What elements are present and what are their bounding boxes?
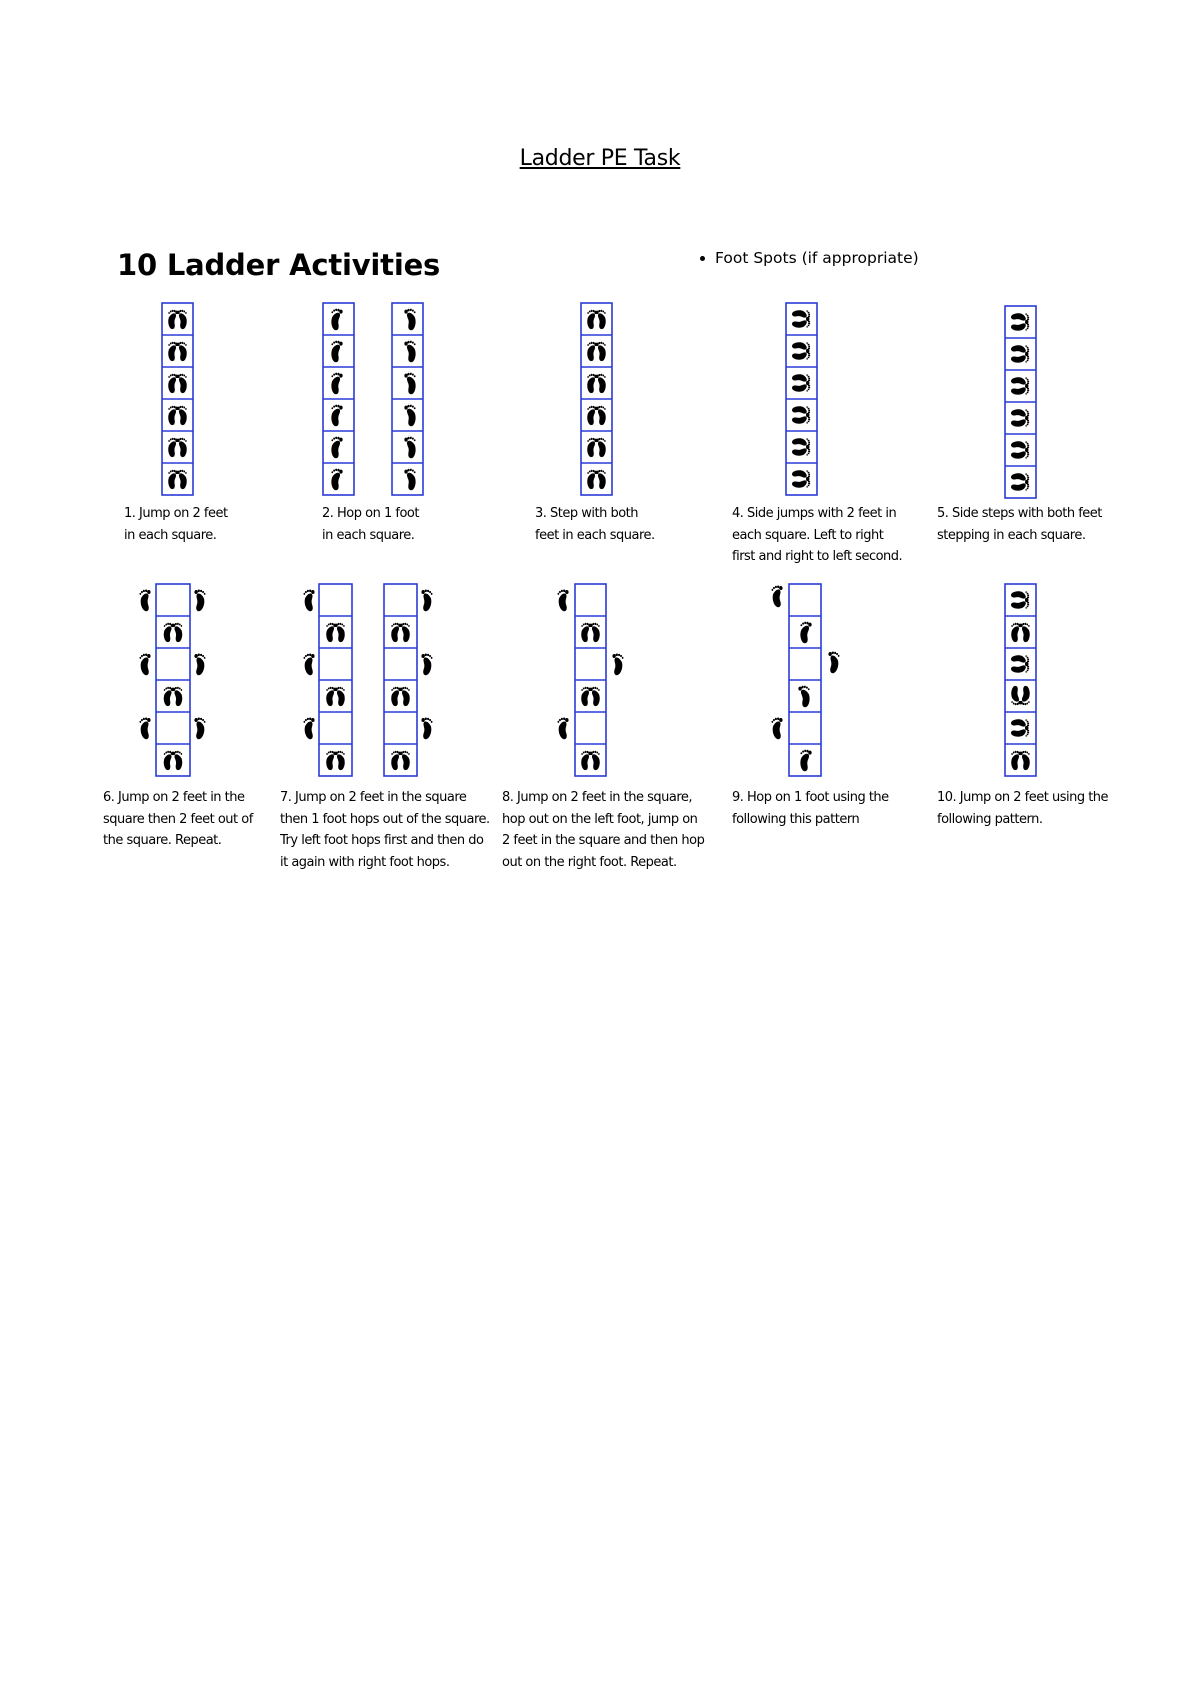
footprints-icon	[1011, 313, 1029, 330]
footprints-icon	[1011, 591, 1029, 608]
footprints-icon	[168, 470, 186, 489]
footprints-icon	[792, 470, 810, 487]
footprints-icon	[168, 406, 186, 425]
caption-line: the square. Repeat.	[103, 833, 222, 848]
footprints-icon	[792, 374, 810, 391]
caption-line: in each square.	[322, 527, 415, 543]
left-foot-icon	[331, 469, 342, 491]
footprints-icon	[391, 751, 409, 770]
activity-caption-3	[535, 503, 655, 546]
footprints-icon	[1011, 655, 1029, 672]
ladder-1	[162, 303, 193, 495]
activity-caption-6	[103, 787, 253, 852]
footprints-icon	[587, 438, 605, 457]
ladder-2b	[392, 303, 423, 495]
caption-line: hop out on the left foot, jump on	[502, 811, 698, 827]
activity-caption-4	[732, 503, 902, 568]
activity-caption-8	[502, 787, 704, 873]
footprints-icon	[1011, 623, 1029, 642]
footprints-icon	[792, 310, 810, 327]
caption-line: square then 2 feet out of	[103, 811, 253, 827]
activities-heading: 10 Ladder Activities	[117, 248, 441, 282]
caption-line: first and right to left second.	[732, 549, 903, 564]
caption-line: 3. Step with both	[535, 506, 639, 521]
caption-line: feet in each square.	[535, 527, 655, 543]
footprints-icon	[1011, 473, 1029, 490]
footprints-icon	[792, 406, 810, 423]
right-foot-icon	[419, 589, 433, 612]
footprints-icon	[1011, 686, 1029, 705]
footprints-icon	[1011, 751, 1029, 770]
right-foot-icon	[419, 653, 433, 676]
footprints-icon	[1011, 719, 1029, 736]
footprints-icon	[587, 470, 605, 489]
footprints-icon	[164, 751, 182, 770]
left-foot-icon	[557, 589, 571, 612]
caption-line: 9. Hop on 1 foot using the	[732, 790, 889, 805]
caption-line: out on the right foot. Repeat.	[502, 854, 677, 870]
caption-line: 8. Jump on 2 feet in the square,	[502, 790, 693, 805]
activity-caption-2	[322, 503, 419, 546]
footprints-icon	[391, 687, 409, 706]
caption-line: it again with right foot hops.	[280, 854, 450, 870]
caption-line: 1. Jump on 2 feet	[124, 506, 228, 521]
caption-line: 10. Jump on 2 feet using the	[937, 790, 1109, 805]
left-foot-icon	[800, 622, 811, 644]
foot-spots-text: Foot Spots (if appropriate)	[715, 249, 919, 267]
footprints-icon	[587, 342, 605, 361]
footprints-icon	[326, 687, 344, 706]
footprints-icon	[391, 623, 409, 642]
activity-caption-9	[732, 787, 889, 830]
left-foot-icon	[303, 717, 317, 740]
right-foot-icon	[404, 309, 415, 331]
ladder-9	[789, 584, 821, 776]
ladder-3	[581, 303, 612, 495]
right-foot-icon	[610, 653, 624, 676]
footprints-icon	[792, 438, 810, 455]
caption-line: 4. Side jumps with 2 feet in	[732, 506, 897, 521]
right-foot-icon	[798, 686, 809, 708]
left-foot-icon	[139, 589, 153, 612]
caption-line: in each square.	[124, 527, 217, 543]
footprints-icon	[1011, 441, 1029, 458]
activity-caption-1	[124, 503, 228, 546]
caption-line: 2. Hop on 1 foot	[322, 506, 419, 521]
left-foot-icon	[331, 373, 342, 395]
footprints-icon	[326, 623, 344, 642]
caption-line: Try left foot hops first and then do	[280, 833, 484, 848]
right-foot-icon	[192, 717, 206, 740]
footprints-icon	[1011, 377, 1029, 394]
caption-line: then 1 foot hops out of the square.	[280, 811, 490, 827]
right-foot-icon	[192, 589, 206, 612]
caption-line: 5. Side steps with both feet	[937, 506, 1102, 521]
footprints-icon	[581, 751, 599, 770]
ladder-8	[575, 584, 606, 776]
left-foot-icon	[331, 437, 342, 459]
footprints-icon	[168, 342, 186, 361]
ladder-7b	[384, 584, 417, 776]
right-foot-icon	[826, 651, 840, 674]
caption-line: 2 feet in the square and then hop	[502, 833, 705, 848]
activity-caption-10	[937, 787, 1108, 830]
footprints-icon	[587, 374, 605, 393]
caption-line: following pattern.	[937, 811, 1043, 827]
caption-line: each square. Left to right	[732, 527, 884, 543]
right-foot-icon	[419, 717, 433, 740]
left-foot-icon	[771, 585, 785, 608]
left-foot-icon	[331, 309, 342, 331]
footprints-icon	[168, 310, 186, 329]
ladder-5	[1005, 306, 1036, 498]
footprints-icon	[168, 374, 186, 393]
footprints-icon	[164, 623, 182, 642]
footprints-icon	[1011, 345, 1029, 362]
footprints-icon	[587, 310, 605, 329]
left-foot-icon	[303, 653, 317, 676]
footprints-icon	[581, 687, 599, 706]
ladder-6	[156, 584, 190, 776]
activity-caption-7	[280, 787, 490, 873]
caption-line: 6. Jump on 2 feet in the	[103, 790, 245, 805]
left-foot-icon	[331, 341, 342, 363]
footprints-icon	[587, 406, 605, 425]
page-title: Ladder PE Task	[519, 146, 681, 171]
right-foot-icon	[404, 341, 415, 363]
ladder-10	[1005, 584, 1036, 776]
right-foot-icon	[192, 653, 206, 676]
right-foot-icon	[404, 405, 415, 427]
left-foot-icon	[303, 589, 317, 612]
caption-line: 7. Jump on 2 feet in the square	[280, 790, 467, 805]
ladder-7a	[319, 584, 352, 776]
footprints-icon	[581, 623, 599, 642]
left-foot-icon	[557, 717, 571, 740]
right-foot-icon	[404, 437, 415, 459]
left-foot-icon	[331, 405, 342, 427]
right-foot-icon	[404, 373, 415, 395]
left-foot-icon	[139, 717, 153, 740]
left-foot-icon	[139, 653, 153, 676]
footprints-icon	[792, 342, 810, 359]
footprints-icon	[1011, 409, 1029, 426]
ladder-4	[786, 303, 817, 495]
right-foot-icon	[404, 469, 415, 491]
ladder-2a	[323, 303, 354, 495]
caption-line: following this pattern	[732, 811, 860, 827]
footprints-icon	[168, 438, 186, 457]
activity-caption-5	[937, 503, 1102, 546]
footprints-icon	[326, 751, 344, 770]
left-foot-icon	[771, 717, 785, 740]
caption-line: stepping in each square.	[937, 527, 1086, 543]
footprints-icon	[164, 687, 182, 706]
left-foot-icon	[800, 750, 811, 772]
